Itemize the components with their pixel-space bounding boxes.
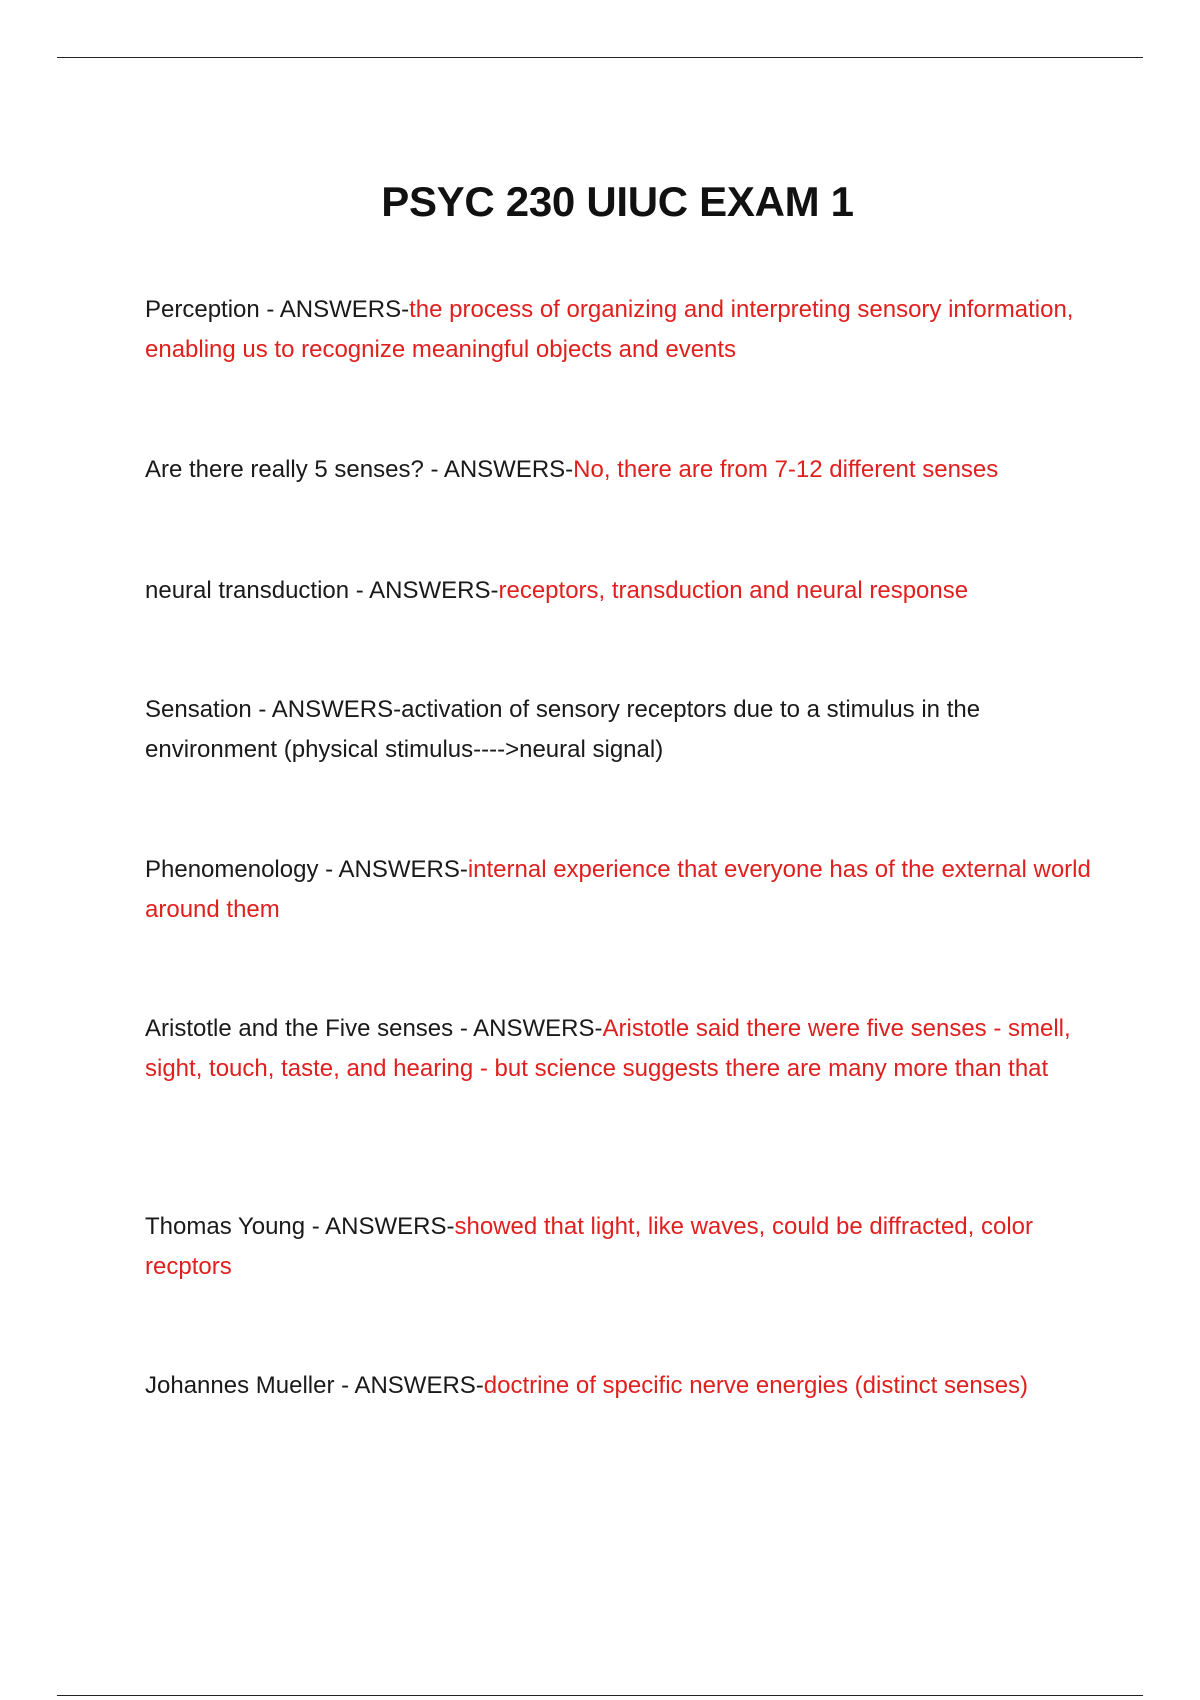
qa-entry-aristotle [145,1009,1105,1089]
entry-term: Are there really 5 senses? [145,456,424,483]
qa-entry-sensation [145,690,1105,770]
entry-term: Sensation [145,696,252,723]
entry-separator: - ANSWERS- [423,456,574,483]
entry-term: Aristotle and the Five senses [145,1015,454,1042]
qa-entry-johannes-mueller [145,1366,1105,1406]
entry-separator: - ANSWERS- [305,1213,455,1240]
bottom-rule [57,1695,1143,1696]
entry-answer: internal experience that everyone has of the external world around them [145,856,1091,923]
qa-entry-neural-transduction [145,571,1105,611]
qa-entry-perception [145,290,1105,370]
entry-answer: No, there are from 7-12 different senses [573,456,999,483]
entry-separator: - ANSWERS- [318,856,468,883]
entry-term: Phenomenology [145,856,319,883]
qa-entry-five-senses [145,450,1105,490]
entry-term: neural transduction [145,577,350,604]
top-rule [57,57,1143,58]
page-title: PSYC 230 UIUC EXAM 1 [381,178,854,226]
entry-answer: doctrine of specific nerve energies (distinct senses) [483,1372,1029,1399]
entry-answer: the process of organizing and interpreting sensory information, enabling us to recognize meaningful objects and events [145,296,1074,363]
entry-answer: Aristotle said there were five senses - smell, sight, touch, taste, and hearing - but science suggests there are many more than that [145,1015,1071,1082]
qa-entry-phenomenology [145,850,1105,930]
entry-separator: - ANSWERS- [453,1015,603,1042]
entry-answer: showed that light, like waves, could be diffracted, color recptors [145,1213,1034,1280]
entry-separator: - ANSWERS- [259,296,410,323]
entry-answer: receptors, transduction and neural response [498,577,969,604]
entry-separator: - ANSWERS- [334,1372,484,1399]
entry-separator: - ANSWERS- [349,577,499,604]
entry-separator: - ANSWERS- [251,696,402,723]
entry-term: Perception [145,296,260,323]
entry-term: Thomas Young [145,1213,306,1240]
entry-answer: activation of sensory receptors due to a stimulus in the environment (physical stimulus---->neural signal) [145,696,981,763]
qa-entry-thomas-young [145,1207,1105,1287]
entry-term: Johannes Mueller [145,1372,335,1399]
